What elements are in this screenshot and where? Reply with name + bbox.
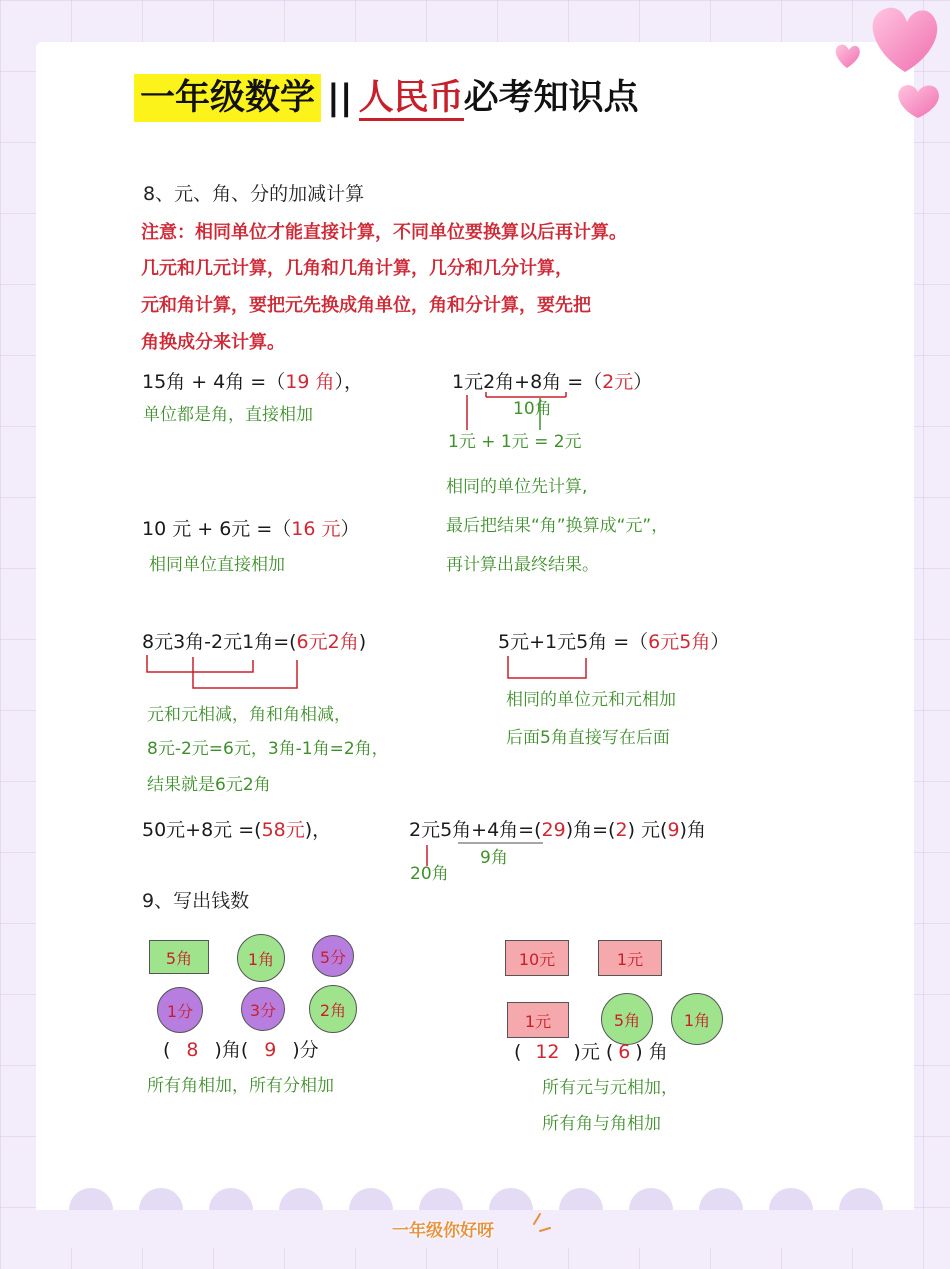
example-7-answer-1: 29: [541, 819, 566, 841]
example-7-equation: 2元5角+4角=(29)角=(2) 元(9)角: [409, 819, 706, 841]
example-7-answer-2: 2: [615, 819, 628, 841]
coin-5jiao: 5角: [601, 993, 653, 1045]
example-7-answer-3: 9: [667, 819, 680, 841]
section8-heading: 8、元、角、分的加减计算: [143, 183, 365, 205]
note-10yuan: 10元: [505, 940, 569, 976]
answer-yuan: 12: [535, 1041, 560, 1063]
example-5-answer: 6元5角: [648, 631, 711, 653]
example-5-equation: 5元+1元5角 =（6元5角）: [498, 631, 730, 653]
example-1-equation: 15角 + 4角 =（19 角），: [142, 371, 363, 393]
title-rmb: 人民币: [359, 78, 464, 121]
section9-right-tip: 所有元与元相加，: [542, 1078, 678, 1098]
coin-1jiao: 1角: [237, 934, 285, 982]
title-suffix: 必考知识点: [463, 78, 639, 118]
note-line: 角换成分来计算。: [141, 332, 285, 353]
example-6-answer: 58元: [261, 819, 305, 841]
coin-3fen: 3分: [241, 987, 285, 1031]
example-4-equation: 8元3角-2元1角=(6元2角): [142, 631, 367, 653]
answer-jiao: 8: [186, 1039, 199, 1061]
title-grade: 一年级数学: [134, 74, 321, 122]
section9-right-answer: ( 12 )元 ( 6 ) 角: [514, 1041, 668, 1063]
coin-5fen: 5分: [312, 935, 354, 977]
example-5-tip: 相同的单位元和元相加: [506, 690, 676, 710]
section9-left-tip: 所有角相加，所有分相加: [147, 1076, 334, 1096]
section9-right-tip: 所有角与角相加: [542, 1114, 661, 1134]
note-line: 几元和几元计算，几角和几角计算，几分和几分计算，: [141, 258, 573, 279]
example-2-subtotal: 10角: [513, 399, 552, 419]
example-7-subtotal: 20角: [410, 864, 449, 884]
example-4-answer: 6元2角: [296, 631, 359, 653]
example-4-tip: 8元-2元=6元，3角-1角=2角，: [147, 739, 389, 759]
example-2-equation: 1元2角+8角 =（2元）: [452, 371, 653, 393]
answer-jiao: 6: [618, 1041, 631, 1063]
example-3-equation: 10 元 + 6元 =（16 元）: [142, 518, 360, 540]
example-2-step: 1元 + 1元 = 2元: [448, 432, 582, 452]
title-divider: ||: [327, 78, 353, 118]
example-4-tip: 元和元相减，角和角相减，: [147, 705, 351, 725]
coin-1fen: 1分: [157, 987, 203, 1033]
coin-2jiao: 2角: [309, 985, 357, 1033]
example-5-tip: 后面5角直接写在后面: [506, 728, 670, 748]
note-line: 注意：相同单位才能直接计算，不同单位要换算以后再计算。: [141, 222, 627, 243]
example-2-tip: 相同的单位先计算,: [446, 477, 588, 497]
note-1yuan: 1元: [598, 940, 662, 976]
note-line: 元和角计算，要把元先换成角单位，角和分计算，要先把: [141, 295, 591, 316]
example-6-equation: 50元+8元 =(58元)，: [142, 819, 332, 841]
example-1-tip: 单位都是角，直接相加: [143, 405, 313, 425]
example-2-tip: 再计算出最终结果。: [446, 555, 599, 575]
example-4-tip: 结果就是6元2角: [147, 775, 271, 795]
answer-fen: 9: [264, 1039, 277, 1061]
footer-signature: 一年级你好呀: [392, 1221, 494, 1241]
coin-1jiao: 1角: [671, 993, 723, 1045]
section9-heading: 9、写出钱数: [142, 890, 250, 912]
example-1-answer: 19 角: [285, 371, 335, 393]
example-3-tip: 相同单位直接相加: [149, 555, 285, 575]
example-2-tip: 最后把结果“角”换算成“元”，: [446, 516, 669, 536]
example-2-answer: 2元: [602, 371, 634, 393]
note-5jiao: 5角: [149, 940, 209, 974]
example-7-subtotal: 9角: [480, 848, 508, 868]
example-3-answer: 16 元: [291, 518, 341, 540]
note-1yuan: 1元: [507, 1002, 569, 1038]
section9-left-answer: ( 8 )角( 9 )分: [163, 1039, 319, 1061]
